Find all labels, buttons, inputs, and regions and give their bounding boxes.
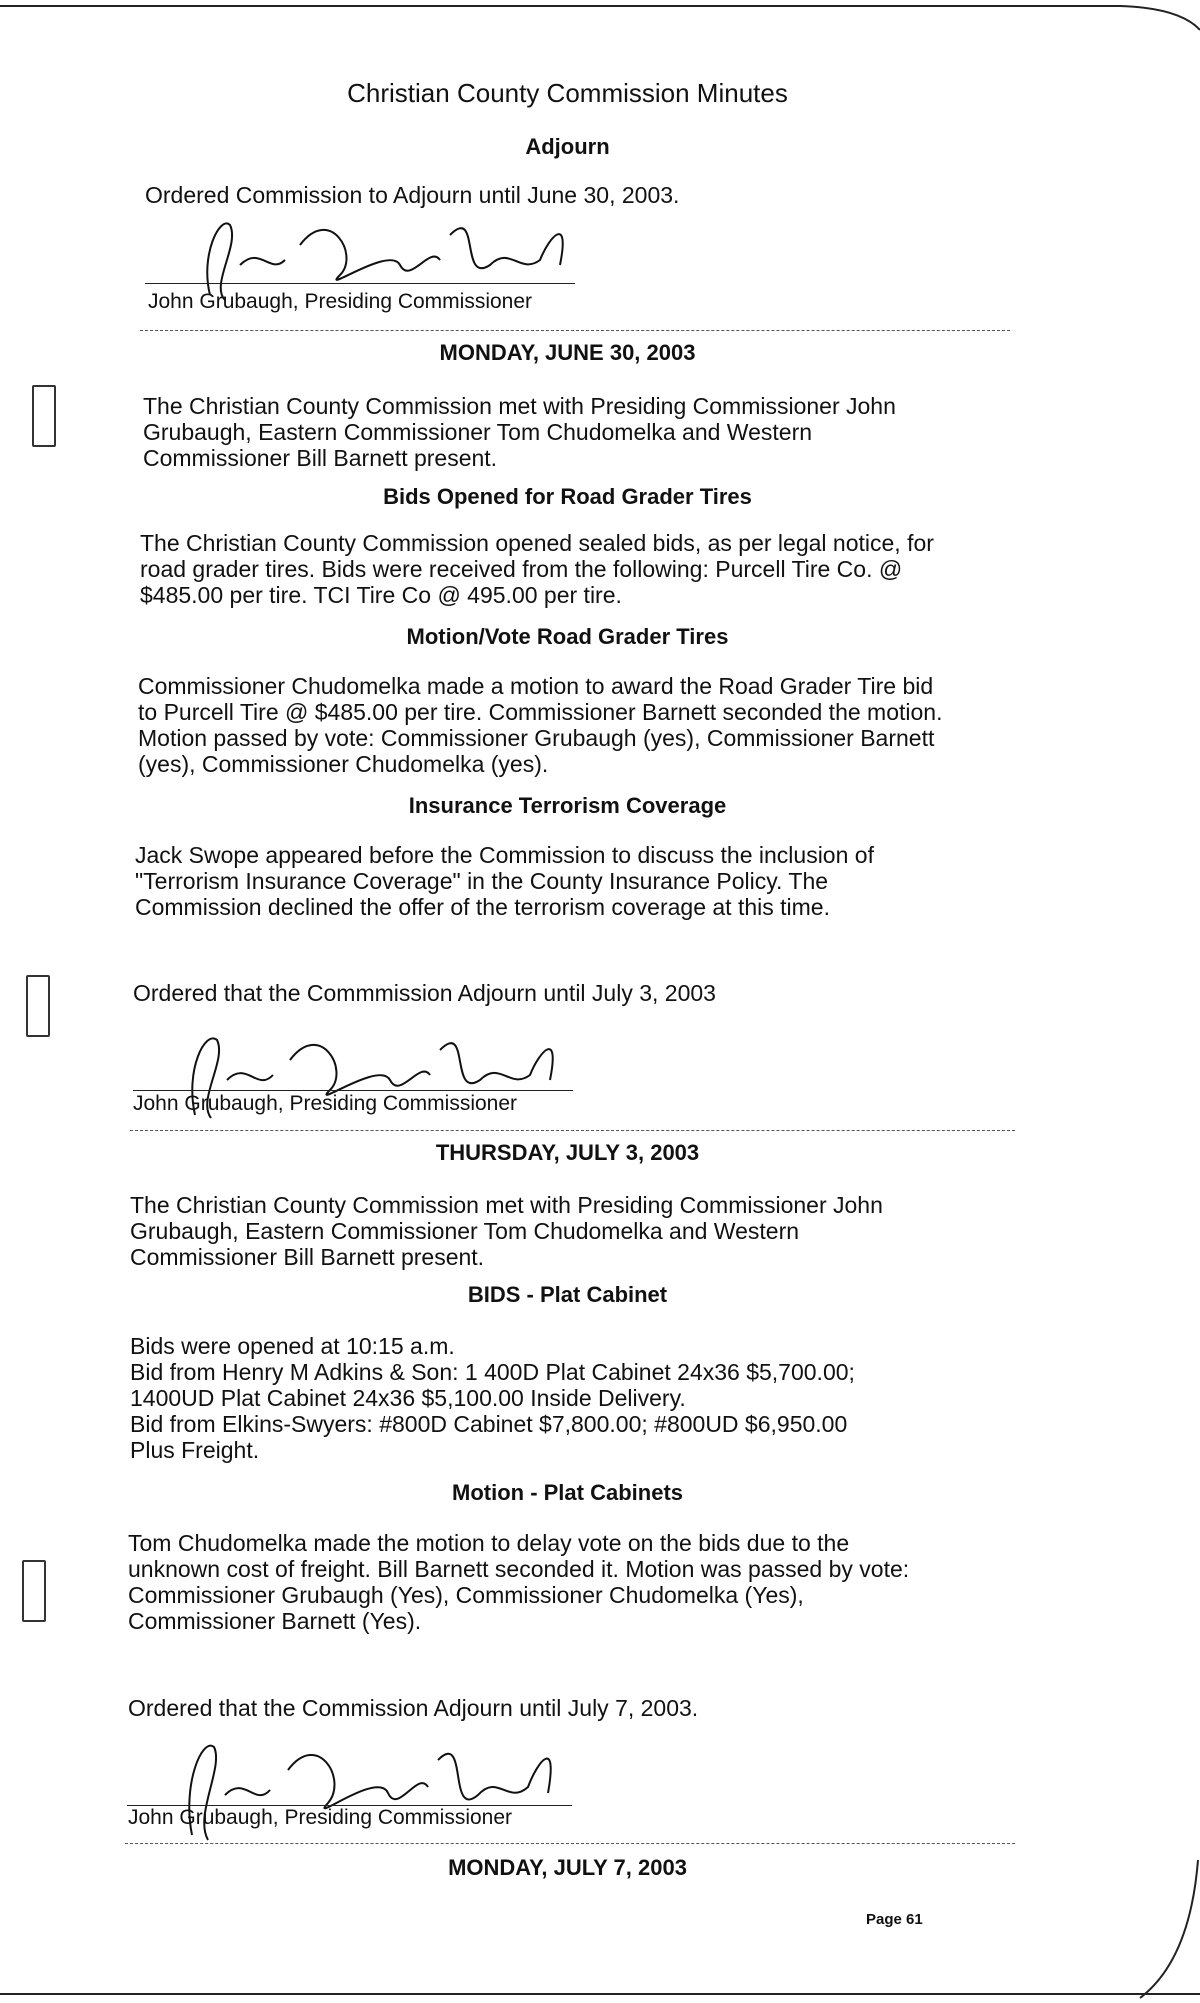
binder-hole-mark bbox=[26, 975, 50, 1037]
section-heading: Motion - Plat Cabinets bbox=[452, 1480, 683, 1505]
signature-line bbox=[133, 1090, 573, 1091]
paragraph: The Christian County Commission met with Presiding Commissioner John Grubaugh, Eastern Commissioner Tom Chudomelka and Western Commissioner Bill Barnett present. bbox=[143, 393, 896, 471]
signature-caption: John Grubaugh, Presiding Commissioner bbox=[148, 290, 533, 313]
divider bbox=[130, 1130, 1015, 1131]
meeting-date: MONDAY, JULY 7, 2003 bbox=[448, 1855, 687, 1880]
paragraph: Commissioner Chudomelka made a motion to award the Road Grader Tire bid to Purcell Tire @ $485.00 per tire. Commissioner Barnett seconded the motion. Motion passed by vote: Commissioner Grubaugh (yes), Commissioner Barnett (yes), Commissioner Chudomelka (yes). bbox=[138, 673, 943, 777]
section-heading: Adjourn bbox=[525, 134, 610, 159]
section-heading: Motion/Vote Road Grader Tires bbox=[406, 624, 729, 649]
paragraph: Ordered that the Commission Adjourn until July 7, 2003. bbox=[128, 1695, 699, 1721]
paragraph: Ordered Commission to Adjourn until June 30, 2003. bbox=[145, 182, 680, 208]
page-number: Page 61 bbox=[866, 1911, 923, 1928]
section-heading: Insurance Terrorism Coverage bbox=[408, 793, 727, 818]
meeting-date: MONDAY, JUNE 30, 2003 bbox=[439, 340, 696, 365]
page-edge-curl bbox=[0, 0, 1200, 40]
paragraph: Jack Swope appeared before the Commission to discuss the inclusion of "Terrorism Insurance Coverage" in the County Insurance Policy. The Commission declined the offer of the terrorism coverage at this time. bbox=[135, 842, 874, 920]
paragraph: Ordered that the Commmission Adjourn until July 3, 2003 bbox=[133, 980, 716, 1006]
paragraph: The Christian County Commission met with Presiding Commissioner John Grubaugh, Eastern Commissioner Tom Chudomelka and Western Commissioner Bill Barnett present. bbox=[130, 1192, 883, 1270]
binder-hole-mark bbox=[32, 385, 56, 447]
signature-line bbox=[145, 283, 575, 284]
section-heading: BIDS - Plat Cabinet bbox=[467, 1282, 668, 1307]
signature-caption: John Grubaugh, Presiding Commissioner bbox=[128, 1806, 513, 1829]
signature-caption: John Grubaugh, Presiding Commissioner bbox=[133, 1092, 518, 1115]
divider bbox=[140, 330, 1010, 331]
paragraph: Bids were opened at 10:15 a.m. Bid from Henry M Adkins & Son: 1 400D Plat Cabinet 24x36 $5,700.00; 1400UD Plat Cabinet 24x36 $5,100.00 Inside Delivery. Bid from Elkins-Swyers: #800D Cabinet $7,800.00; #800UD $6,950.00 Plus Freight. bbox=[130, 1333, 855, 1463]
paragraph: Tom Chudomelka made the motion to delay vote on the bids due to the unknown cost of freight. Bill Barnett seconded it. Motion was passed by vote: Commissioner Grubaugh (Yes), Commissioner Chudomelka (Yes), Commissioner Barnett (Yes). bbox=[128, 1530, 910, 1634]
page-edge-curl-bottom bbox=[1130, 1860, 1200, 2003]
meeting-date: THURSDAY, JULY 3, 2003 bbox=[435, 1140, 700, 1165]
page-edge-bottom bbox=[0, 1993, 1200, 1995]
signature bbox=[170, 1725, 580, 1855]
page-title: Christian County Commission Minutes bbox=[347, 78, 788, 108]
section-heading: Bids Opened for Road Grader Tires bbox=[383, 484, 752, 509]
binder-hole-mark bbox=[22, 1560, 46, 1622]
paragraph: The Christian County Commission opened sealed bids, as per legal notice, for road grader tires. Bids were received from the following: Purcell Tire Co. @ $485.00 per tire. TCI Tire Co @ 495.00 per tire. bbox=[140, 530, 934, 608]
divider bbox=[125, 1843, 1015, 1844]
